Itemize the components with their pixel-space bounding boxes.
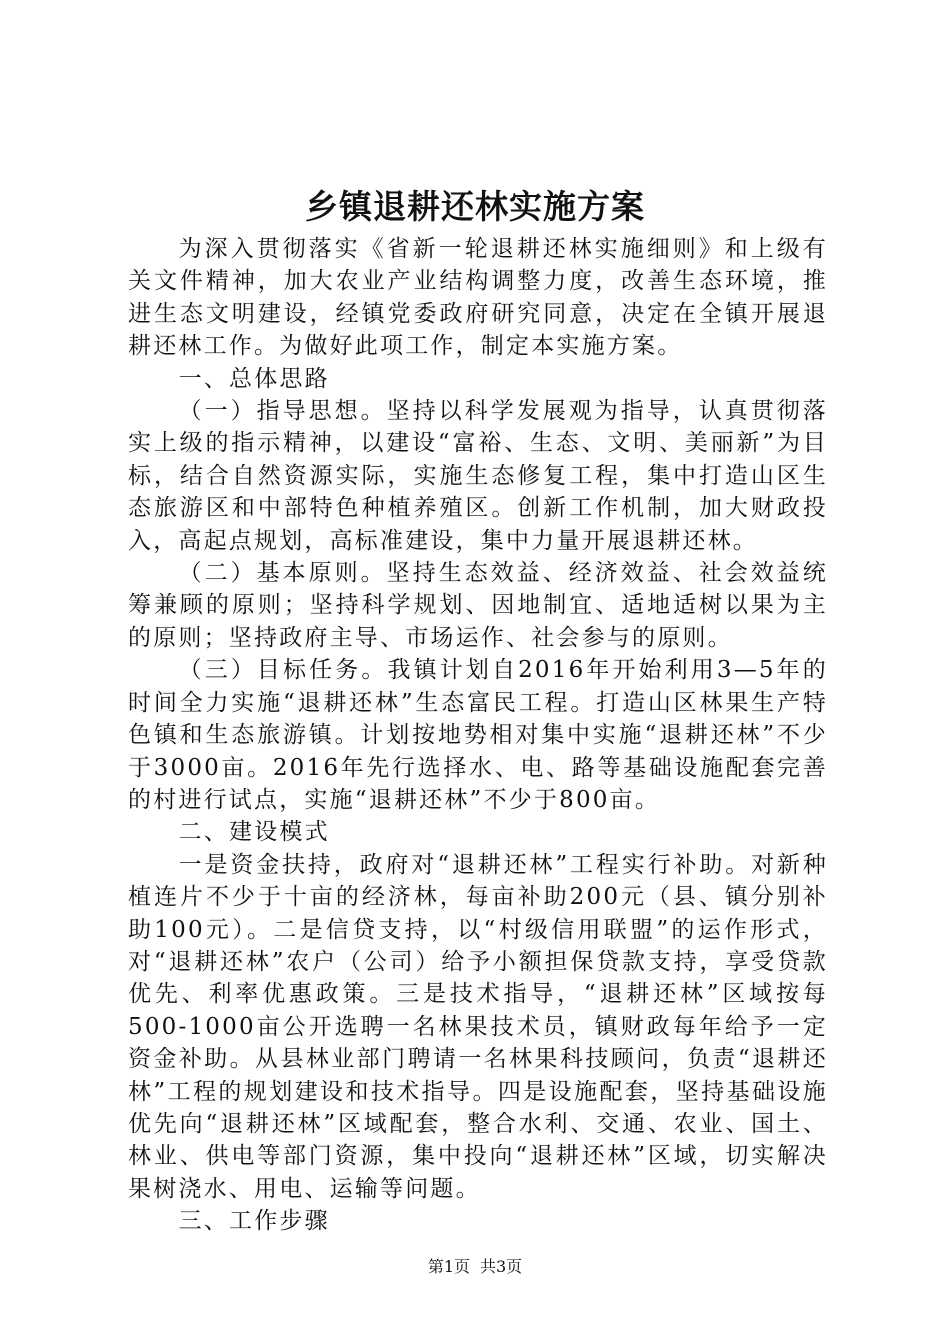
document-body: [128, 233, 828, 1238]
paragraph-basic-principles: （二）基本原则。坚持生态效益、经济效益、社会效益统筹兼顾的原则；坚持科学规划、因地制宜、适地适树以果为主的原则；坚持政府主导、市场运作、社会参与的原则。: [128, 560, 828, 651]
page-total: 共3页: [480, 1257, 523, 1276]
section-heading-overall: 一、总体思路: [178, 365, 330, 392]
page-footer: [0, 1256, 950, 1278]
paragraph-guiding-thought: （一）指导思想。坚持以科学发展观为指导，认真贯彻落实上级的指示精神，以建设“富裕、生态、文明、美丽新”为目标，结合自然资源实际，实施生态修复工程，集中打造山区生态旅游区和中部特色种植养殖区。创新工作机制，加大财政投入，高起点规划，高标准建设，集中力量开展退耕还林。: [128, 398, 828, 554]
section-heading-construction-mode: 二、建设模式: [178, 819, 330, 846]
document-title: 乡镇退耕还林实施方案: [305, 187, 645, 226]
paragraph-target-tasks: （三）目标任务。我镇计划自2016年开始利用3—5年的时间全力实施“退耕还林”生态富民工程。打造山区林果生产特色镇和生态旅游镇。计划按地势相对集中实施“退耕还林”不少于3000亩。2016年先行选择水、电、路等基础设施配套完善的村进行试点，实施“退耕还林”不少于800亩。: [128, 657, 828, 813]
page-number: 第1页: [427, 1257, 470, 1276]
section-heading-work-steps: 三、工作步骤: [178, 1208, 330, 1235]
paragraph-construction-mode: 一是资金扶持，政府对“退耕还林”工程实行补助。对新种植连片不少于十亩的经济林，每亩补助200元（县、镇分别补助100元）。二是信贷支持，以“村级信用联盟”的运作形式，对“退耕还林”农户（公司）给予小额担保贷款支持，享受贷款优先、利率优惠政策。三是技术指导，“退耕还林”区域按每500-1000亩公开选聘一名林果技术员，镇财政每年给予一定资金补助。从县林业部门聘请一名林果科技顾问，负责“退耕还林”工程的规划建设和技术指导。四是设施配套，坚持基础设施优先向“退耕还林”区域配套，整合水利、交通、农业、国土、林业、供电等部门资源，集中投向“退耕还林”区域，切实解决果树浇水、用电、运输等问题。: [128, 851, 828, 1202]
intro-paragraph: 为深入贯彻落实《省新一轮退耕还林实施细则》和上级有关文件精神，加大农业产业结构调整力度，改善生态环境，推进生态文明建设，经镇党委政府研究同意，决定在全镇开展退耕还林工作。为做好此项工作，制定本实施方案。: [128, 236, 828, 360]
